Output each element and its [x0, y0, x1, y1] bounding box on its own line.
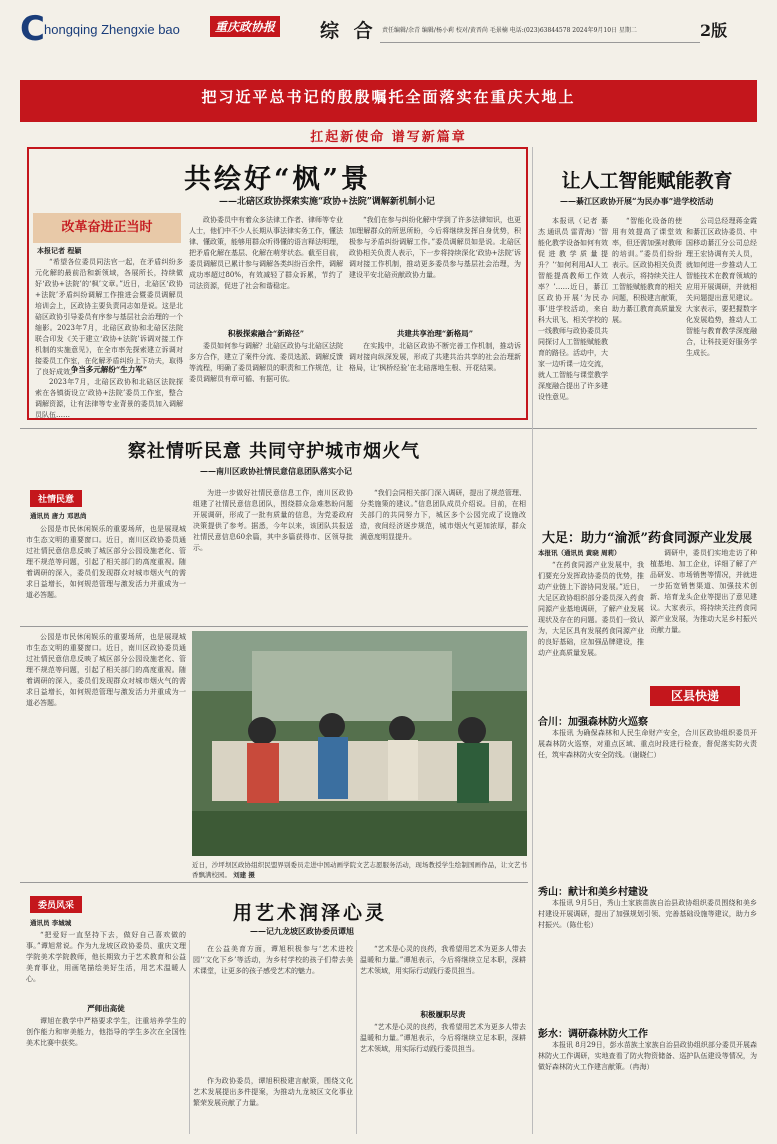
- quyu-t3: [538, 1040, 757, 1134]
- smoke-col3: [360, 488, 526, 624]
- ai-col1-text: 本报讯（记者 綦杰 通讯员 雷青海）‘智能化教学设备如何有效促进教学质量提升？’‘如何利用AI人工智能提高教师工作效率？’……近日，綦江区政协开展‘为民办事’进学校活动，来自科大讯飞、相关学校的一线教师与政协委员共同探讨人工智能赋能教育的路径。活动中，大家一边听课一边交流，就人工智能与课堂教学深度融合提出了许多建设性意见。: [538, 217, 608, 401]
- da-col1: [538, 560, 644, 670]
- divider-1: [20, 428, 757, 429]
- smoke-col3-text: “我们会同相关部门深入调研，提出了规范管理、分类施策的建议。”信息团队成员介绍说。目前，在相关部门的共同努力下，城区多个公园完成了设施改造，夜间经济逐步规范，城市烟火气更加浓厚，群众满意度明显提升。: [360, 489, 526, 541]
- lead-story-box: [27, 147, 528, 420]
- lead-col1-text: “希望各位委员同法官一起，在矛盾纠纷多元化解的最前沿和新领域，各展所长，持续做好‘政协+法院’的‘枫’文章。”近日，北碚区‘政协+法院’矛盾纠纷调解工作推进会暨委员调解员培训会上，区政协主要负责同志如是说。这是北碚区政协引导委员有序参与基层社会治理的一个缩影。2023年7月，北碚区政协和北碚区法院联合印发《关于建立‘政协+法院’诉调对接工作机制的实施意见》，在全市率先探索建立诉调对接委员工作室，在化解矛盾纠纷上下功夫，取得了良好成效。: [35, 258, 183, 376]
- lead-col3b: [349, 341, 521, 417]
- smoke-col1b: [26, 632, 186, 840]
- ai-col2-text: “智能化设备的使用有效提高了课堂效率，但还需加强对教师的培训。”委员们纷纷表示。区政协相关负责人表示，将持续关注人工智能赋能教育的相关问题，积极建言献策，助力綦江教育高质量发展。: [612, 217, 682, 324]
- art-sub2: 积极履职尽责: [420, 1010, 466, 1019]
- ai-subtitle: ——綦江区政协开展“为民办事”进学校活动: [560, 196, 714, 206]
- banner-slogan: 把习近平总书记的殷殷嘱托全面落实在重庆大地上: [201, 88, 576, 106]
- lead-sub2: 积极探索融合“新路径”: [227, 329, 305, 338]
- divider-2: [20, 626, 528, 627]
- quyu-h3: 彭水：调研森林防火工作: [538, 1029, 648, 1040]
- art-col2b: [193, 1076, 353, 1134]
- masthead-rule: [380, 42, 700, 43]
- ai-title: 让人工智能赋能教育: [561, 170, 733, 192]
- art-col1-text: “把爱好一直坚持下去，做好自己喜欢做的事。”谭旭常说。作为九龙坡区政协委员、重庆文理学院美术学院教师，他长期致力于艺术教育和公益美育事业，用画笔描绘美好生活，用艺术温暖人心。: [26, 931, 186, 983]
- lead-col2b-text: 委员如何参与调解？北碚区政协与北碚区法院多方合作，建立了案件分流、委员选派、调解反馈等流程，明确了委员调解员的职责和工作规范，让委员调解员有章可循、有据可依。: [189, 342, 343, 383]
- art-col3b: [360, 1022, 526, 1134]
- art-col1b: [26, 1016, 186, 1134]
- lead-col2-text: 政协委员中有着众多法律工作者、律师等专业人士，他们中不少人长期从事法律实务工作，懂法律、懂政策，能够用群众听得懂的语言释法明理，把矛盾化解在基层、化解在萌芽状态。截至目前，委员调解员已累计参与调解各类纠纷百余件，调解成功率超过80%，有效减轻了群众诉累，节约了司法资源，促进了社会和谐稳定。: [189, 216, 343, 290]
- quyu-tag-text: 区县快递: [670, 689, 719, 703]
- slogan-banner: [20, 80, 757, 122]
- art-col3: [360, 944, 526, 1006]
- banner-sub: 扛起新使命 谱写新篇章: [310, 130, 467, 145]
- smoke-byline: 通讯员 唐力 邓思尚: [30, 512, 87, 520]
- logo-name: hongqing Zhengxie bao: [44, 22, 180, 37]
- art-sub1: 严师出高徒: [87, 1004, 125, 1013]
- lead-sub3: 共建共享治理“新格局”: [396, 329, 474, 338]
- lead-col3-text: “我们在参与纠纷化解中学到了许多法律知识，也更加理解群众的所思所盼，今后将继续发挥自身优势，积极参与矛盾纠纷调解工作。”委员调解员如是说。北碚区政协相关负责人表示，下一步将持续深化‘政协+法院’诉调对接工作机制，推动更多委员参与基层社会治理，为建设平安北碚贡献政协力量。: [349, 216, 521, 279]
- logo-letter: C: [20, 9, 45, 49]
- lead-col2b: [189, 341, 343, 417]
- rule-right: [532, 147, 533, 1134]
- art-tag: 委员风采: [30, 896, 82, 913]
- quyu-t1: [538, 728, 757, 796]
- art-subtitle: ——记九龙坡区政协委员谭旭: [250, 926, 354, 936]
- da-col1-text: “在药食同源产业发展中，我们要充分发挥政协委员的优势，推动产业链上下游协同发展。”近日，大足区政协组织部分委员深入药食同源产业基地调研，了解产业发展现状及存在的问题。委员们一致认为，大足区具有发展药食同源产业的良好基础，应加强品牌建设，推动产业高质量发展。: [538, 561, 644, 657]
- smoke-col1-text: 公园是市民休闲娱乐的重要场所，也是展现城市生态文明的重要窗口。近日，南川区政协委员通过社情民意信息反映了城区部分公园设施老化、管理不规范等问题，引起了相关部门的高度重视。随着调研的深入，委员们发现群众对城市烟火气的需求日益增长，如何规范管理与激发活力并重成为一道必答题。: [26, 525, 186, 599]
- lead-title: 共绘好“枫”景: [183, 164, 372, 195]
- smoke-col2-text: 为进一步做好社情民意信息工作，南川区政协组建了社情民意信息团队，围绕群众急难愁盼问题开展调研，形成了一批有质量的信息，为党委政府决策提供了参考。据悉，今年以来，该团队共报送社情民意信息60余篇，其中多篇获得市、区领导批示。: [193, 489, 353, 552]
- news-photo: [192, 631, 527, 856]
- da-title: 大足：助力“渝派”药食同源产业发展: [542, 531, 752, 546]
- classroom-photo: [192, 631, 527, 856]
- art-col2-text: 在公益美育方面，谭旭积极参与‘艺术进校园’‘文化下乡’等活动，为乡村学校的孩子们带去美术课堂，让更多的孩子感受艺术的魅力。: [193, 945, 353, 975]
- smoke-subtitle: ——南川区政协社情民意信息团队落实小记: [200, 466, 352, 476]
- smoke-tag: 社情民意: [30, 490, 82, 507]
- ai-col1: [538, 216, 608, 416]
- art-col3-text: “艺术是心灵的良药，我希望用艺术为更多人带去温暖和力量。”谭旭表示，今后将继续立足本职，深耕艺术领域，用实际行动践行委员担当。: [360, 945, 526, 975]
- divider-3: [20, 882, 528, 883]
- lead-subtitle: ——北碚区政协探索实施“政协+法院”调解新机制小记: [219, 197, 435, 207]
- lead-col2: [189, 215, 343, 325]
- da-col2-text: 调研中，委员们实地走访了种植基地、加工企业，详细了解了产品研发、市场销售等情况，并就进一步拓宽销售渠道、加强技术创新、培育龙头企业等提出了意见建议。大家表示，将持续关注药食同源产业发展，为推动大足乡村振兴贡献力量。: [650, 549, 757, 634]
- art-byline: 通讯员 李城城: [30, 919, 72, 927]
- quyu-h1: 合川：加强森林防火巡察: [538, 717, 648, 728]
- lead-kicker: [33, 213, 181, 243]
- lead-col3b-text: 在实践中，北碚区政协不断完善工作机制，推动诉调对接向纵深发展，形成了共建共治共享的社会治理新格局，让‘枫桥经验’在北碚落地生根、开花结果。: [349, 342, 521, 372]
- smoke-col1: [26, 524, 186, 624]
- masthead: [20, 6, 757, 64]
- rule-art-1: [189, 940, 190, 1134]
- lead-byline: 本报记者 程颖: [37, 246, 82, 255]
- lead-col1b-text: 2023年7月，北碚区政协和北碚区法院探索在各镇街设立‘政协+法院’委员工作室，整合调解资源，让有法律等专业背景的委员加入调解员队伍……: [35, 378, 183, 419]
- photo-credit: 刘建 摄: [233, 871, 255, 879]
- quyu-h2: 秀山：献计和美乡村建设: [538, 887, 648, 898]
- smoke-col2: [193, 488, 353, 624]
- art-col2b-text: 作为政协委员，谭旭积极建言献策，围绕文化艺术发展提出多件提案，为推动九龙坡区文化事业繁荣发展贡献了力量。: [193, 1077, 353, 1107]
- page-number: 2版: [700, 21, 728, 40]
- quyu-t2: [538, 898, 757, 964]
- ai-col3-text: 公司总经理蒋金霞和綦江区政协委员、中国移动綦江分公司总经理王宏协调有关人员，就如何进一步推动人工智能技术在教育领域的应用开展调研，并就相关问题提出意见建议。大家表示，要把握数字化发展趋势，推动人工智能与教育教学深度融合，让科技更好服务学生成长。: [686, 217, 757, 357]
- da-byline: 本报讯（通讯员 黄晓 周莉）: [538, 549, 621, 557]
- art-col3b-text: “艺术是心灵的良药，我希望用艺术为更多人带去温暖和力量。”谭旭表示，今后将继续立足本职，深耕艺术领域，用实际行动践行委员担当。: [360, 1023, 526, 1053]
- masthead-info: 责任编辑/余青 编辑/杨小莉 校对/黄晋尚 毛景楠 电话:(023)63844578 2024年9月10日 星期二: [382, 27, 637, 34]
- smoke-title: 察社情听民意 共同守护城市烟火气: [127, 441, 421, 462]
- lead-sub1: 争当多元解纷“生力军”: [70, 365, 148, 374]
- art-col1b-text: 谭旭在教学中严格要求学生，注重培养学生的创作能力和审美能力，他指导的学生多次在全国性美术比赛中获奖。: [26, 1017, 186, 1047]
- section-title: 综 合: [320, 20, 377, 42]
- ai-col3: [686, 216, 757, 416]
- rule-art-2: [356, 940, 357, 1134]
- quyu-t2-text: 本报讯 9月5日，秀山土家族苗族自治县政协组织委员围绕和美乡村建设开展调研，提出了加强规划引领、完善基础设施等建议，助力乡村振兴。（陈仕松）: [538, 899, 757, 929]
- art-col2: [193, 944, 353, 1074]
- ai-col2: [612, 216, 682, 416]
- art-col1: [26, 930, 186, 1000]
- art-title: 用艺术润泽心灵: [232, 902, 387, 924]
- photo-caption: [192, 860, 527, 880]
- quyu-t3-text: 本报讯 8月29日，彭水苗族土家族自治县政协组织部分委员开展森林防火工作调研，实地查看了防火物资储备、巡护队伍建设等情况，为做好森林防火工作建言献策。（冉海）: [538, 1041, 757, 1071]
- kicker-text: 改革奋进正当时: [61, 220, 153, 235]
- quyu-tag: [650, 686, 740, 706]
- lead-col1b: [35, 377, 183, 417]
- da-col2: [650, 548, 757, 670]
- paper-brand: 重庆政协报: [210, 16, 280, 37]
- quyu-t1-text: 本报讯 为确保森林和人民生命财产安全，合川区政协组织委员开展森林防火巡察，对重点区域、重点时段进行检查，督促落实防火责任，筑牢森林防火安全防线。（谢晓仁）: [538, 729, 757, 759]
- smoke-col1b-text: 公园是市民休闲娱乐的重要场所，也是展现城市生态文明的重要窗口。近日，南川区政协委员通过社情民意信息反映了城区部分公园设施老化、管理不规范等问题，引起了相关部门的高度重视。随着调研的深入，委员们发现群众对城市烟火气的需求日益增长，如何规范管理与激发活力并重成为一道必答题。: [26, 633, 186, 707]
- lead-col3: [349, 215, 521, 325]
- photo-caption-text: 近日，沙坪坝区政协组织民盟界别委员走进中国动画学院文艺志愿服务活动，现场教授学生绘制国画作品，让文艺书香飘满校园。: [192, 861, 527, 879]
